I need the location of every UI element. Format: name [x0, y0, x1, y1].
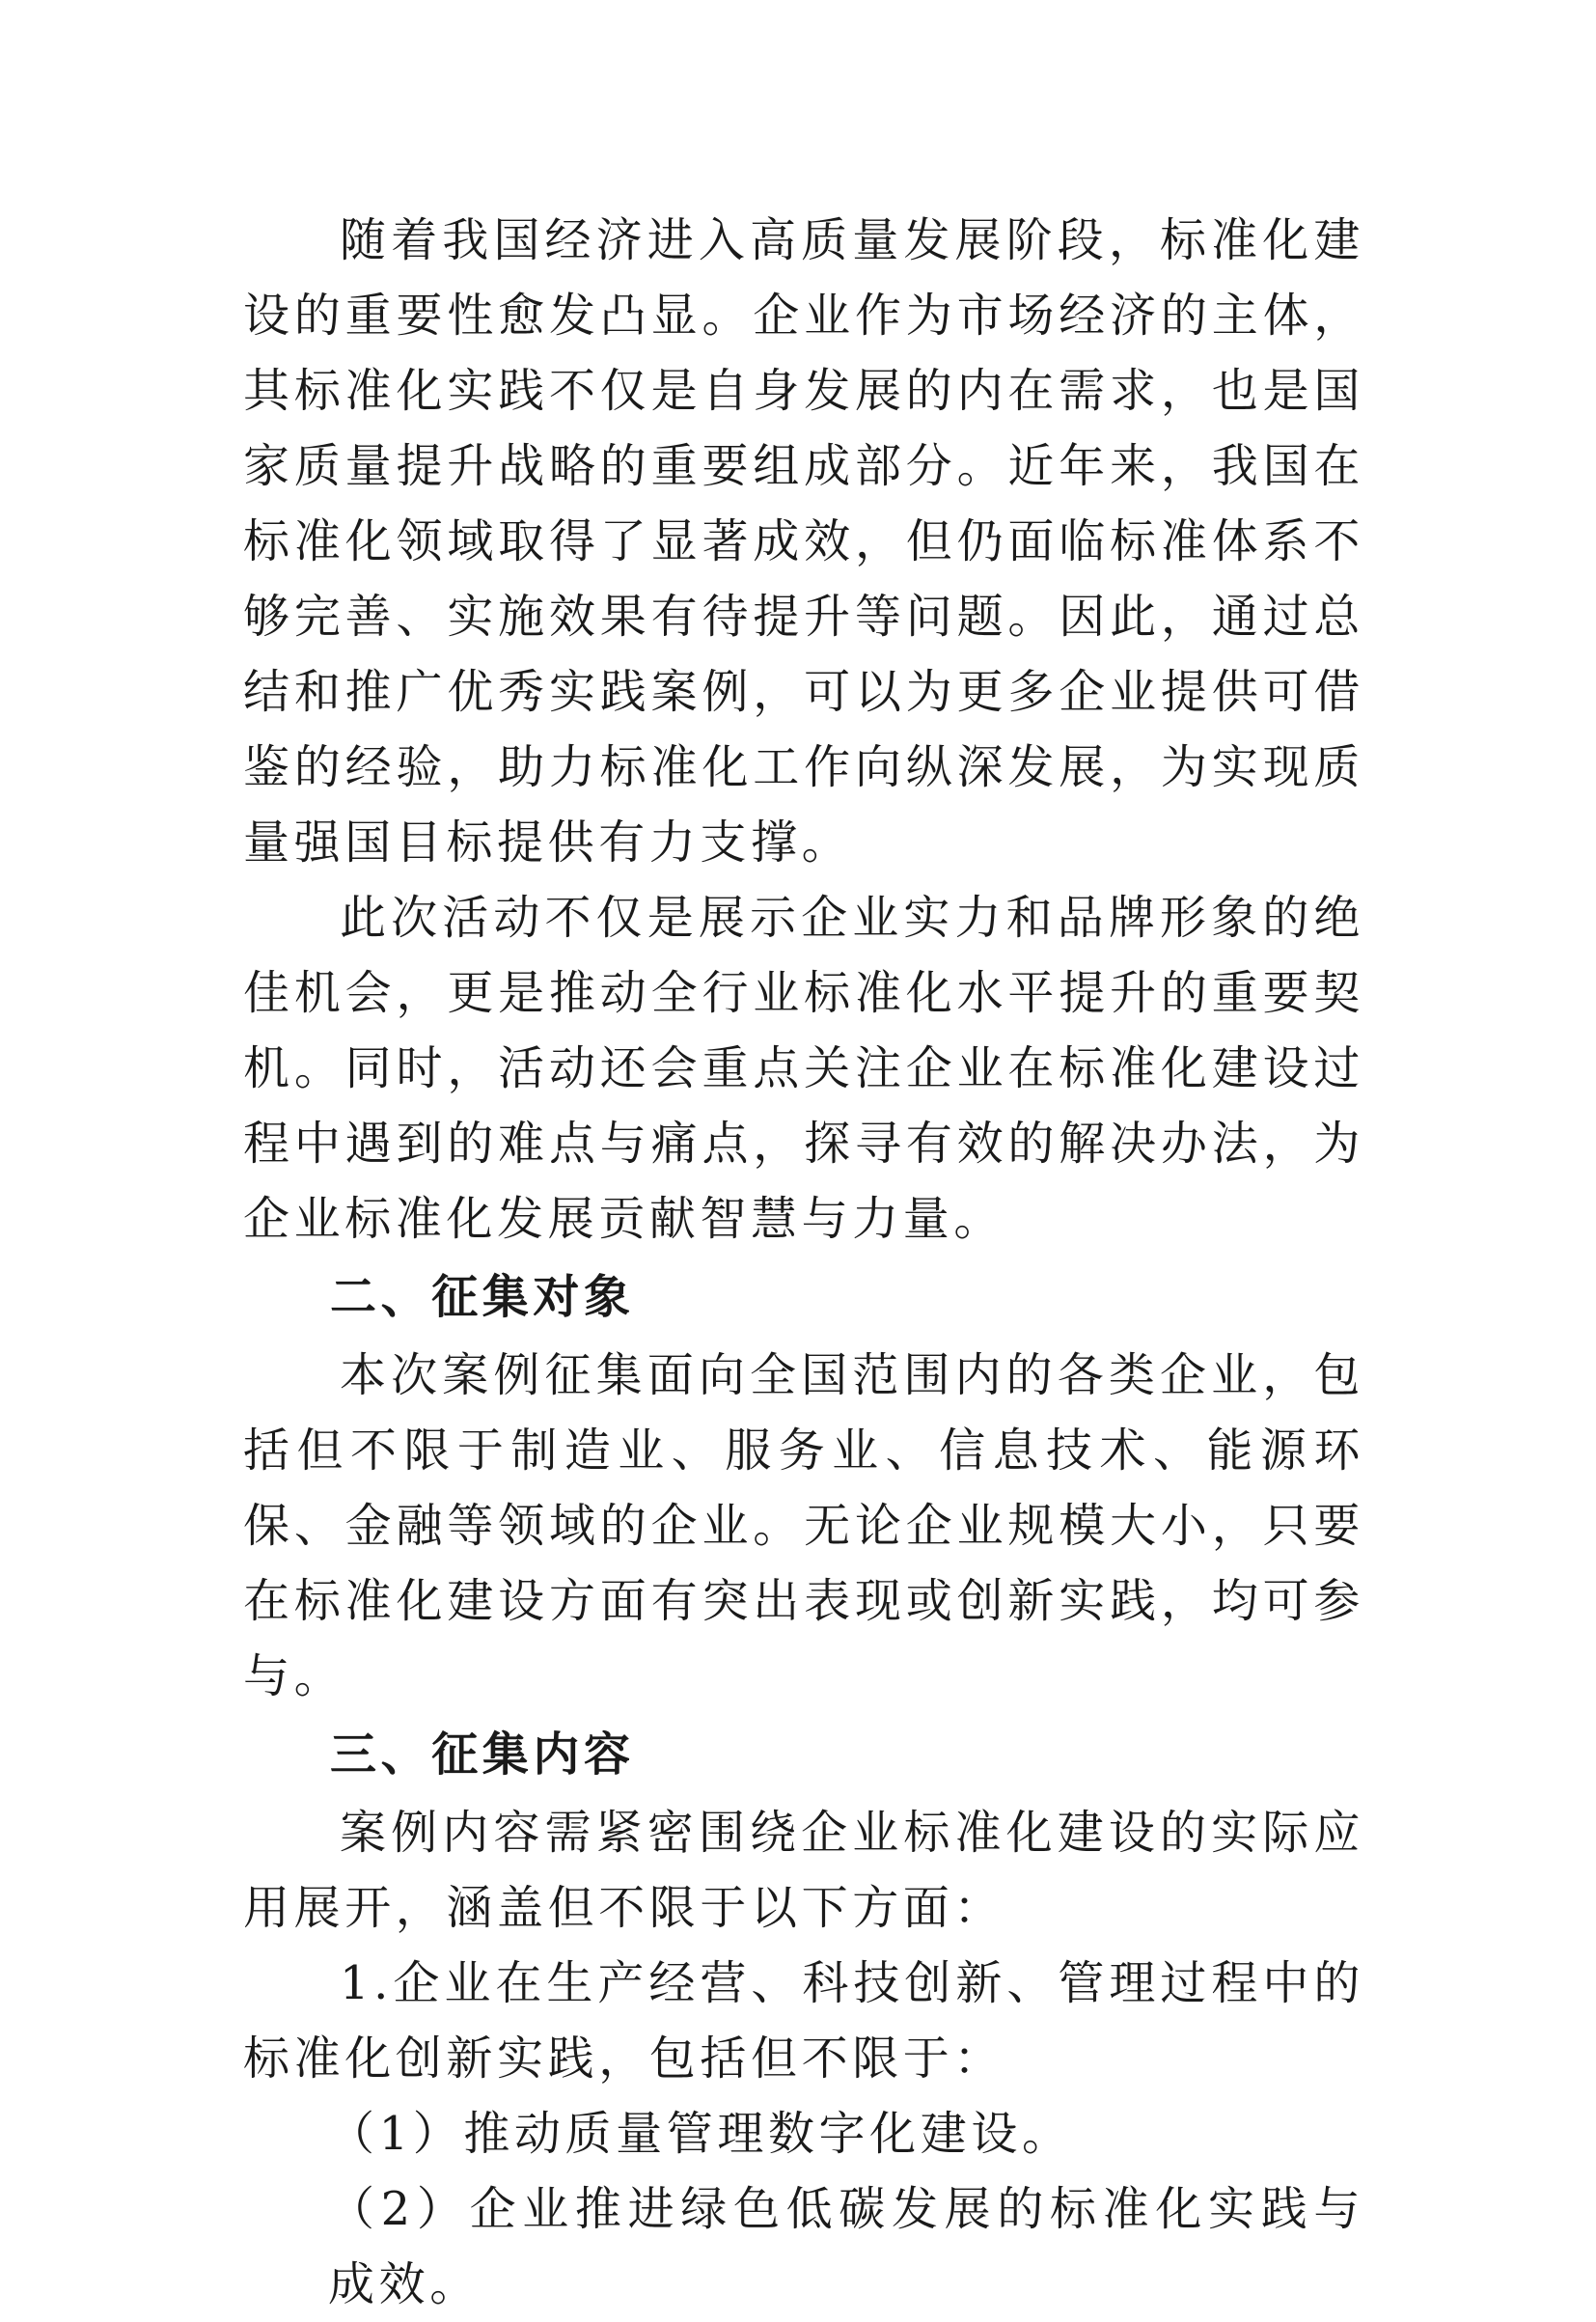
content-subitem-2: （2）企业推进绿色低碳发展的标准化实践与成效。: [328, 2182, 1364, 2311]
background-paragraph: 随着我国经济进入高质量发展阶段，标准化建设的重要性愈发凸显。企业作为市场经济的主体，其标准化实践不仅是自身发展的内在需求，也是国家质量提升战略的重要组成部分。近年来，我国在标准化领域取得了显著成效，但仍面临标准体系不够完善、实施效果有待提升等问题。因此，通过总结和推广优秀实践案例，可以为更多企业提供可借鉴的经验，助力标准化工作向纵深发展，为实现质量强国目标提供有力支撑。: [243, 213, 1364, 870]
section-heading-content: 三、征集内容: [330, 1728, 635, 1782]
content-subitem-1: （1）推动质量管理数字化建设。: [328, 2107, 1073, 2161]
targets-paragraph: 本次案例征集面向全国范围内的各类企业，包括但不限于制造业、服务业、信息技术、能源环保、金融等领域的企业。无论企业规模大小，只要在标准化建设方面有突出表现或创新实践，均可参与。: [243, 1348, 1364, 1703]
content-item-1: 1.企业在生产经营、科技创新、管理过程中的标准化创新实践，包括但不限于：: [243, 1956, 1364, 2086]
section-heading-targets: 二、征集对象: [330, 1270, 635, 1324]
content-intro-paragraph: 案例内容需紧密围绕企业标准化建设的实际应用展开，涵盖但不限于以下方面：: [243, 1806, 1364, 1935]
activity-paragraph: 此次活动不仅是展示企业实力和品牌形象的绝佳机会，更是推动全行业标准化水平提升的重要契机。同时，活动还会重点关注企业在标准化建设过程中遇到的难点与痛点，探寻有效的解决办法，为企业标准化发展贡献智慧与力量。: [243, 891, 1364, 1246]
